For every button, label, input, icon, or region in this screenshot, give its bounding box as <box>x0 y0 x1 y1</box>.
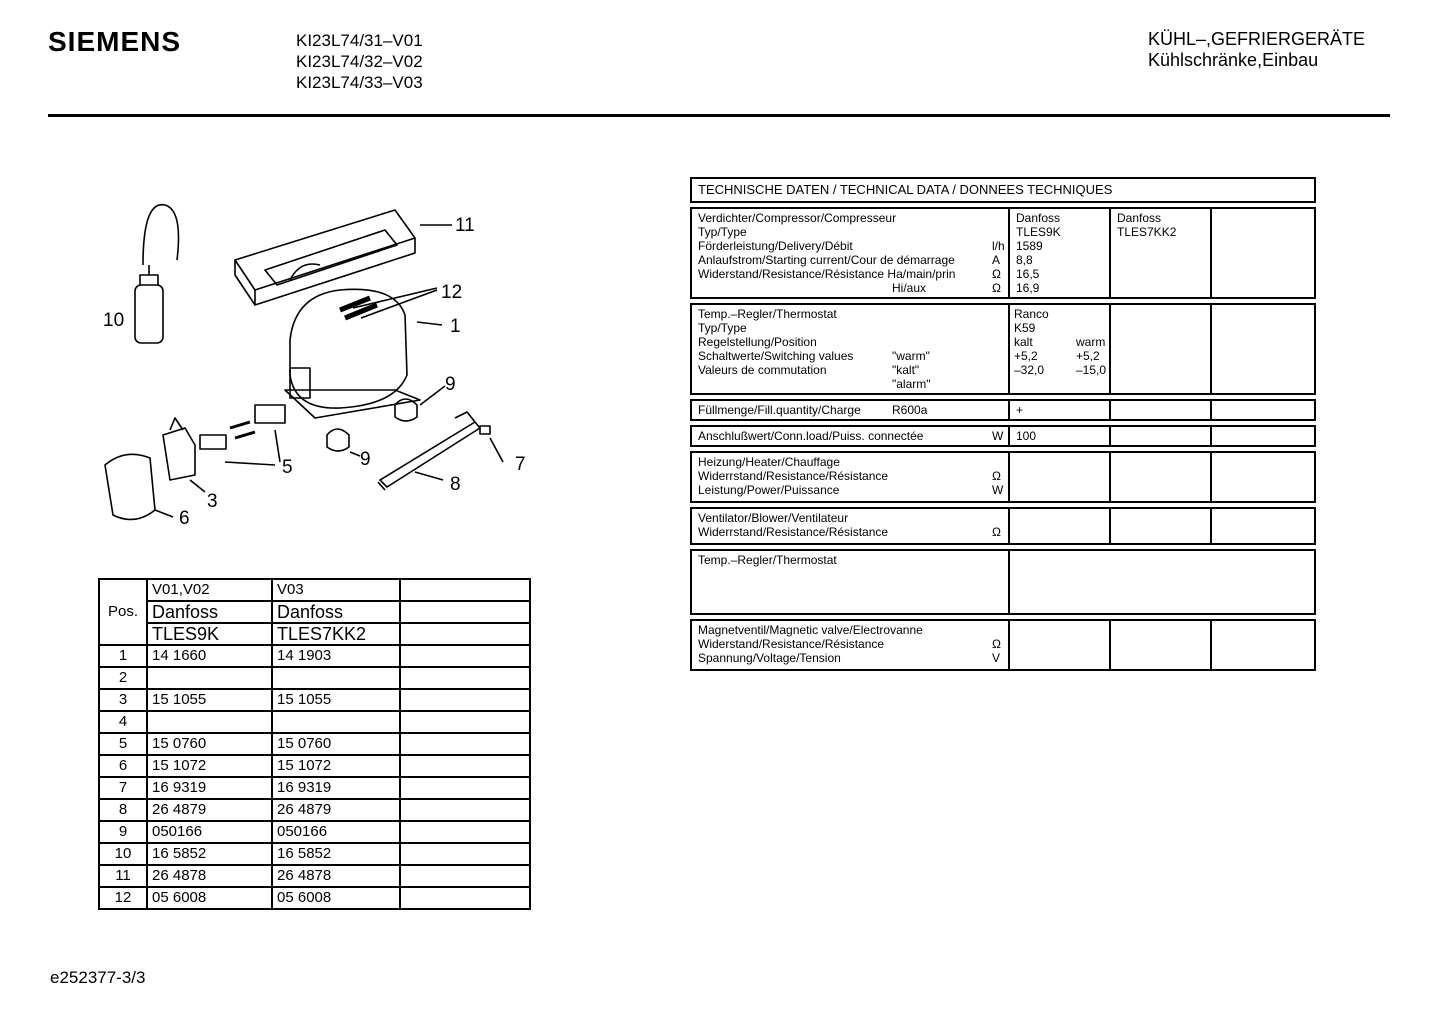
callout-8: 8 <box>450 474 461 495</box>
callout-9a: 9 <box>445 374 456 395</box>
load-value: 100 <box>1010 427 1111 445</box>
commutation-label: Valeurs de commutation <box>698 363 827 377</box>
blower-labels <box>692 509 1010 543</box>
row-part-b: 15 1072 <box>272 755 400 777</box>
starter-relay-part <box>163 418 195 480</box>
callout-6: 6 <box>179 508 190 529</box>
table-row <box>99 821 530 843</box>
table-row <box>99 755 530 777</box>
compressor-label: Verdichter/Compressor/Compresseur <box>698 211 897 225</box>
thermostat2-section <box>690 549 1316 615</box>
resistance-aux-unit: Ω <box>992 281 1001 295</box>
row-part-a: 14 1660 <box>147 645 272 667</box>
valve-resistance-unit: Ω <box>992 637 1001 651</box>
thermostat-col-b <box>1111 305 1212 393</box>
row-part-b: 26 4878 <box>272 865 400 887</box>
compressor-a-type: TLES9K <box>1016 225 1061 239</box>
kalt-kalt-value: –32,0 <box>1014 363 1045 377</box>
table-row <box>99 689 530 711</box>
empty-header-cell <box>400 623 530 645</box>
table-row <box>99 645 530 667</box>
thermostat2-labels <box>692 551 1010 613</box>
table-row <box>99 667 530 689</box>
row-pos: 12 <box>99 887 147 909</box>
heater-power-unit: W <box>992 483 1004 497</box>
blower-section <box>690 507 1316 545</box>
valve-resistance-label: Widerstand/Resistance/Résistance <box>698 637 885 651</box>
row-empty <box>400 667 530 689</box>
row-pos: 7 <box>99 777 147 799</box>
row-part-a: 15 1072 <box>147 755 272 777</box>
position-label: Regelstellung/Position <box>698 335 817 349</box>
tech-title-box <box>690 177 1316 203</box>
charge-label-cell <box>692 401 1010 419</box>
table-row <box>99 799 530 821</box>
table-row <box>99 777 530 799</box>
warm-warm-value: +5,2 <box>1076 349 1100 363</box>
table-row <box>99 887 530 909</box>
row-part-b: 15 0760 <box>272 733 400 755</box>
compressor-col-c <box>1212 209 1313 297</box>
heater-power-label: Leistung/Power/Puissance <box>698 483 840 497</box>
parts-header-variant <box>99 579 530 601</box>
heater-resistance-unit: Ω <box>992 469 1001 483</box>
valve-labels <box>692 621 1010 669</box>
valve-col-c <box>1212 621 1313 669</box>
load-unit: W <box>992 429 1004 443</box>
compressor-b-maker: Danfoss <box>1117 211 1162 225</box>
model-2: KI23L74/32–V02 <box>296 52 423 71</box>
row-pos: 1 <box>99 645 147 667</box>
row-empty <box>400 733 530 755</box>
brand-logo: SIEMENS <box>48 26 182 57</box>
callout-9b: 9 <box>360 449 371 470</box>
row-empty <box>400 843 530 865</box>
row-empty <box>400 755 530 777</box>
delivery-label: Förderleistung/Delivery/Débit <box>698 239 853 253</box>
table-row <box>99 865 530 887</box>
load-col-c <box>1212 427 1313 445</box>
kalt-warm-value: –15,0 <box>1076 363 1107 377</box>
relay-cover-part <box>105 454 155 519</box>
tech-title: TECHNISCHE DATEN / TECHNICAL DATA / DONNEES TECHNIQUES <box>698 182 1113 197</box>
warm-label: warm <box>1076 335 1106 349</box>
bracket-part <box>378 412 490 490</box>
row-pos: 2 <box>99 667 147 689</box>
row-part-b: 16 5852 <box>272 843 400 865</box>
callout-3: 3 <box>207 491 218 512</box>
thermostat-type-label: Typ/Type <box>698 321 747 335</box>
row-empty <box>400 865 530 887</box>
type-label: Typ/Type <box>698 225 747 239</box>
category-line-1: KÜHL–,GEFRIERGERÄTE <box>1148 29 1366 49</box>
maker-b-header: Danfoss <box>272 601 400 623</box>
alarm-quote: "alarm" <box>892 377 931 391</box>
charge-label: Füllmenge/Fill.quantity/Charge <box>698 403 861 417</box>
charge-section <box>690 399 1316 421</box>
variant-a-header: V01,V02 <box>147 579 272 601</box>
starting-current-unit: A <box>992 253 1001 267</box>
row-part-b: 05 6008 <box>272 887 400 909</box>
thermostat-col-c <box>1212 305 1313 393</box>
exploded-parts-drawing <box>95 190 545 540</box>
row-pos: 11 <box>99 865 147 887</box>
row-part-b: 14 1903 <box>272 645 400 667</box>
table-row <box>99 733 530 755</box>
load-label: Anschlußwert/Conn.load/Puiss. connectée <box>698 429 924 443</box>
table-row <box>99 843 530 865</box>
row-empty <box>400 645 530 667</box>
delivery-unit: l/h <box>992 239 1005 253</box>
parts-header-type <box>99 623 530 645</box>
category-line-2: Kühlschränke,Einbau <box>1148 50 1319 70</box>
row-part-a: 16 9319 <box>147 777 272 799</box>
charge-col-c <box>1212 401 1313 419</box>
refrigerant: R600a <box>892 403 928 417</box>
valve-label: Magnetventil/Magnetic valve/Electrovanne <box>698 623 923 637</box>
row-part-a: 15 1055 <box>147 689 272 711</box>
callout-5: 5 <box>282 457 293 478</box>
row-part-b: 050166 <box>272 821 400 843</box>
row-pos: 5 <box>99 733 147 755</box>
heater-resistance-label: Widerrstand/Resistance/Résistance <box>698 469 889 483</box>
thermostat-type: K59 <box>1014 321 1036 335</box>
warm-quote: "warm" <box>892 349 930 363</box>
resistance-main-unit: Ω <box>992 267 1001 281</box>
valve-voltage-label: Spannung/Voltage/Tension <box>698 651 841 665</box>
model-3: KI23L74/33–V03 <box>296 73 423 92</box>
row-empty <box>400 689 530 711</box>
callout-10: 10 <box>103 310 125 331</box>
pos-header-label: Pos. <box>107 603 138 620</box>
row-pos: 10 <box>99 843 147 865</box>
compressor-labels <box>692 209 1010 297</box>
relay-clips-part <box>200 405 285 449</box>
charge-col-b <box>1111 401 1212 419</box>
model-list <box>296 30 423 93</box>
compressor-a-res-aux: 16,9 <box>1016 281 1040 295</box>
row-pos: 3 <box>99 689 147 711</box>
maker-a-header: Danfoss <box>147 601 272 623</box>
drip-tray-part <box>235 210 415 305</box>
row-part-a <box>147 711 272 733</box>
thermostat-section <box>690 303 1316 395</box>
type-b-header: TLES7KK2 <box>272 623 400 645</box>
compressor-part <box>285 289 420 418</box>
charge-value: + <box>1010 401 1111 419</box>
empty-header-cell <box>400 579 530 601</box>
thermostat-label: Temp.–Regler/Thermostat <box>698 307 837 321</box>
load-col-b <box>1111 427 1212 445</box>
row-part-b: 26 4879 <box>272 799 400 821</box>
heater-label: Heizung/Heater/Chauffage <box>698 455 840 469</box>
load-section <box>690 425 1316 447</box>
blower-col-b <box>1111 509 1212 543</box>
heater-col-b <box>1111 453 1212 501</box>
parts-header-maker <box>99 601 530 623</box>
kalt-quote: "kalt" <box>892 363 920 377</box>
row-empty <box>400 711 530 733</box>
category <box>1148 29 1365 71</box>
warm-kalt-value: +5,2 <box>1014 349 1038 363</box>
heater-labels <box>692 453 1010 501</box>
row-part-b <box>272 711 400 733</box>
model-1: KI23L74/31–V01 <box>296 31 423 50</box>
row-part-a: 16 5852 <box>147 843 272 865</box>
valve-col-a <box>1010 621 1111 669</box>
row-empty <box>400 777 530 799</box>
compressor-b-type: TLES7KK2 <box>1117 225 1177 239</box>
callout-7: 7 <box>515 454 526 475</box>
thermostat2-value-area <box>1010 551 1314 613</box>
row-empty <box>400 887 530 909</box>
row-pos: 9 <box>99 821 147 843</box>
valve-section <box>690 619 1316 671</box>
parts-table <box>98 578 531 910</box>
compressor-a-delivery: 1589 <box>1016 239 1043 253</box>
blower-label: Ventilator/Blower/Ventilateur <box>698 511 849 525</box>
row-part-a <box>147 667 272 689</box>
load-label-cell <box>692 427 1010 445</box>
row-part-a: 15 0760 <box>147 733 272 755</box>
callout-11: 11 <box>455 215 475 236</box>
heater-col-a <box>1010 453 1111 501</box>
technical-data-sheet <box>690 177 1316 675</box>
capacitor-part <box>135 205 179 343</box>
empty-header-cell <box>400 601 530 623</box>
row-pos: 8 <box>99 799 147 821</box>
thermostat2-label: Temp.–Regler/Thermostat <box>698 553 837 567</box>
row-part-a: 050166 <box>147 821 272 843</box>
type-a-header: TLES9K <box>147 623 272 645</box>
row-empty <box>400 821 530 843</box>
row-part-b: 16 9319 <box>272 777 400 799</box>
row-part-b <box>272 667 400 689</box>
grommet-part <box>327 399 417 451</box>
callout-12: 12 <box>441 282 463 303</box>
heater-section <box>690 451 1316 503</box>
blower-col-c <box>1212 509 1313 543</box>
compressor-section <box>690 207 1316 299</box>
thermostat-labels <box>692 305 1010 393</box>
blower-resistance-label: Widerrstand/Resistance/Résistance <box>698 525 889 539</box>
compressor-col-a <box>1010 209 1111 297</box>
blower-resistance-unit: Ω <box>992 525 1001 539</box>
callout-1: 1 <box>450 316 461 337</box>
resistance-aux-label: Hi/aux <box>892 281 927 295</box>
row-pos: 4 <box>99 711 147 733</box>
table-row <box>99 711 530 733</box>
heater-col-c <box>1212 453 1313 501</box>
starting-current-label: Anlaufstrom/Starting current/Cour de démarrage <box>698 253 955 267</box>
row-part-a: 05 6008 <box>147 887 272 909</box>
valve-col-b <box>1111 621 1212 669</box>
thermostat-maker: Ranco <box>1014 307 1049 321</box>
header-divider <box>48 114 1390 117</box>
compressor-col-b <box>1111 209 1212 297</box>
row-part-a: 26 4878 <box>147 865 272 887</box>
compressor-a-current: 8,8 <box>1016 253 1033 267</box>
compressor-a-maker: Danfoss <box>1016 211 1061 225</box>
thermostat-col-a <box>1010 305 1111 393</box>
pos-header <box>99 579 147 645</box>
row-part-b: 15 1055 <box>272 689 400 711</box>
compressor-a-res-main: 16,5 <box>1016 267 1040 281</box>
row-empty <box>400 799 530 821</box>
resistance-main-label: Widerstand/Resistance/Résistance Ha/main/prin <box>698 267 956 281</box>
document-code: e252377-3/3 <box>50 968 146 987</box>
valve-voltage-unit: V <box>992 651 1001 665</box>
variant-b-header: V03 <box>272 579 400 601</box>
blower-col-a <box>1010 509 1111 543</box>
row-part-a: 26 4879 <box>147 799 272 821</box>
switching-values-label: Schaltwerte/Switching values <box>698 349 854 363</box>
row-pos: 6 <box>99 755 147 777</box>
kalt-label: kalt <box>1014 335 1033 349</box>
